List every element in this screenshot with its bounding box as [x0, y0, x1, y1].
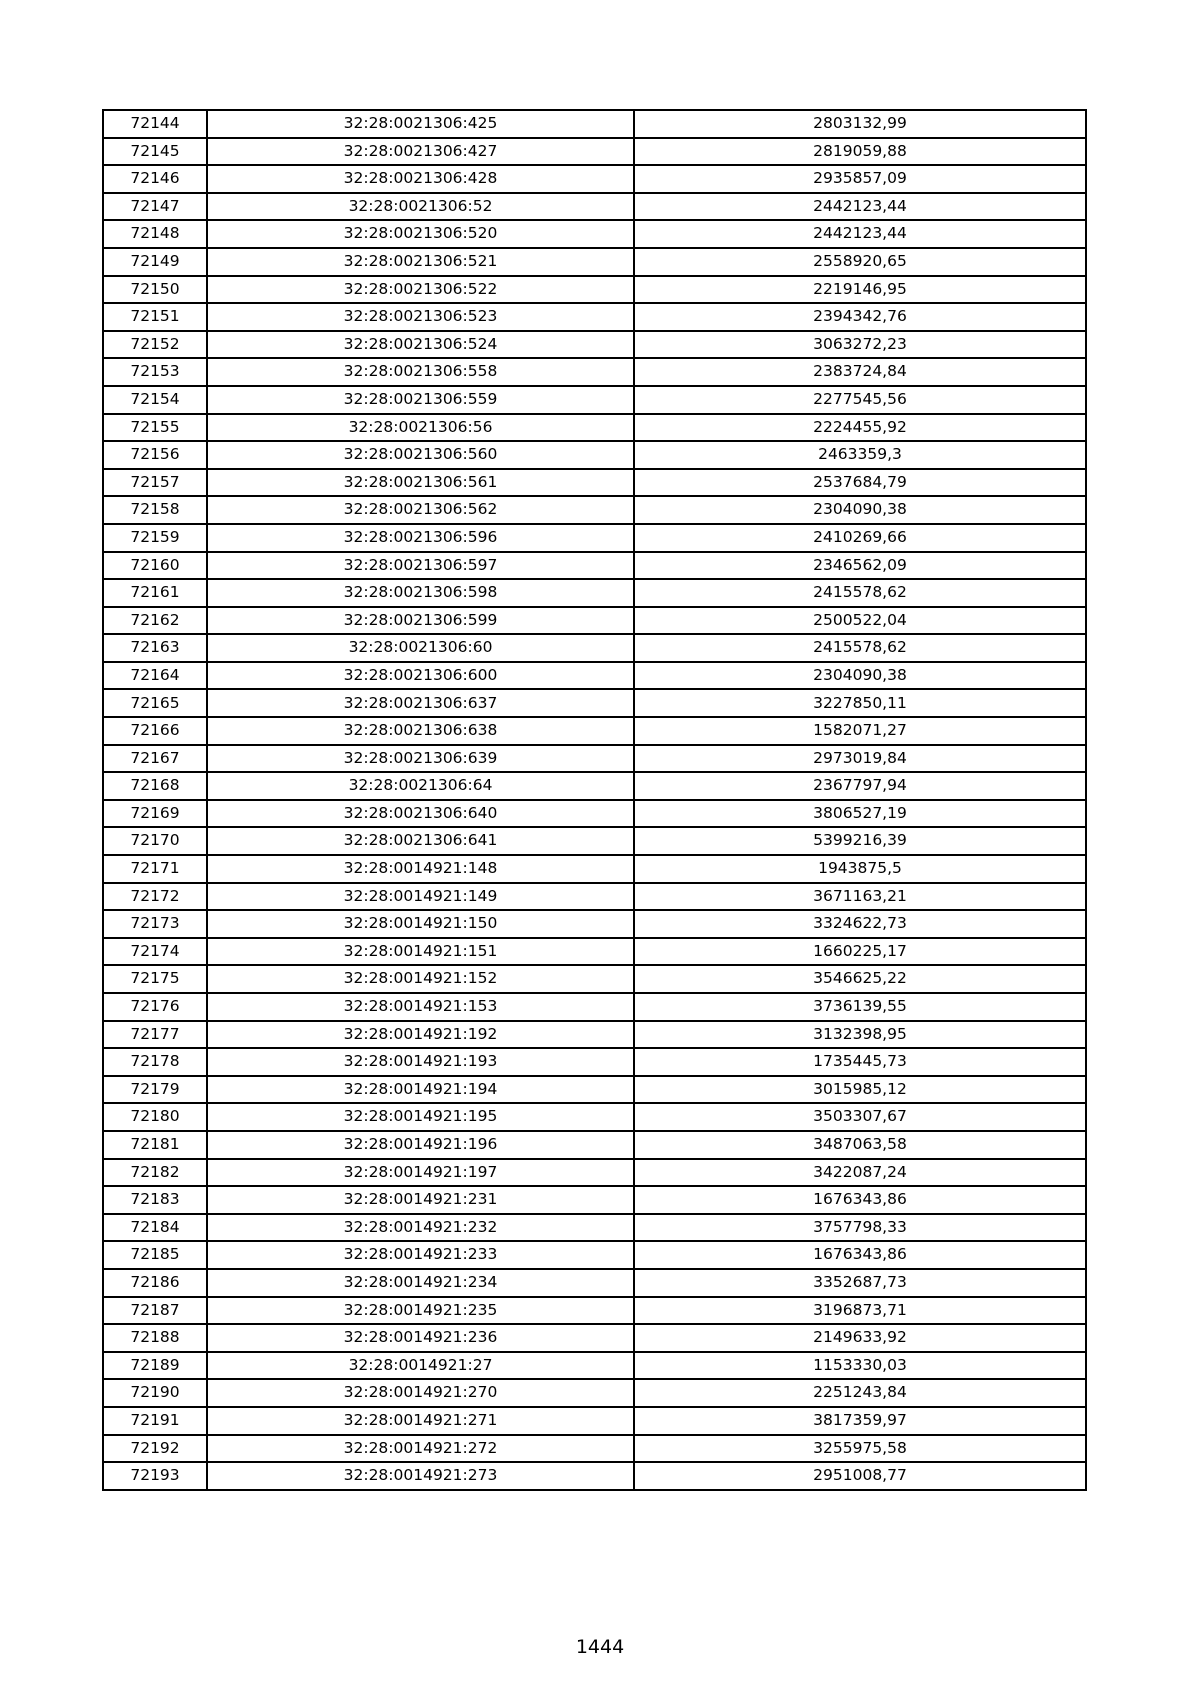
table-row: [103, 110, 1086, 138]
table-row: [103, 441, 1086, 469]
table-row: [103, 1186, 1086, 1214]
table-row: [103, 414, 1086, 442]
row-number-cell: 72149: [103, 248, 207, 276]
cadastral-number-cell: 32:28:0014921:151: [207, 938, 634, 966]
table-row: [103, 993, 1086, 1021]
value-cell: 2394342,76: [634, 303, 1086, 331]
value-cell: 2935857,09: [634, 165, 1086, 193]
row-number-cell: 72153: [103, 358, 207, 386]
value-cell: 3015985,12: [634, 1076, 1086, 1104]
cadastral-number-cell: 32:28:0014921:232: [207, 1214, 634, 1242]
row-number-cell: 72183: [103, 1186, 207, 1214]
table-row: [103, 579, 1086, 607]
cadastral-number-cell: 32:28:0014921:234: [207, 1269, 634, 1297]
cadastral-number-cell: 32:28:0021306:524: [207, 331, 634, 359]
row-number-cell: 72144: [103, 110, 207, 138]
value-cell: 3324622,73: [634, 910, 1086, 938]
row-number-cell: 72161: [103, 579, 207, 607]
cadastral-number-cell: 32:28:0021306:521: [207, 248, 634, 276]
cadastral-number-cell: 32:28:0014921:149: [207, 883, 634, 911]
cadastral-number-cell: 32:28:0021306:559: [207, 386, 634, 414]
value-cell: 2973019,84: [634, 745, 1086, 773]
value-cell: 3503307,67: [634, 1103, 1086, 1131]
row-number-cell: 72155: [103, 414, 207, 442]
table-row: [103, 1435, 1086, 1463]
row-number-cell: 72146: [103, 165, 207, 193]
value-cell: 1676343,86: [634, 1186, 1086, 1214]
table-body: [103, 110, 1086, 1490]
row-number-cell: 72177: [103, 1021, 207, 1049]
table-row: [103, 496, 1086, 524]
value-cell: 3806527,19: [634, 800, 1086, 828]
value-cell: 1943875,5: [634, 855, 1086, 883]
table-row: [103, 138, 1086, 166]
value-cell: 2537684,79: [634, 469, 1086, 497]
table-row: [103, 1076, 1086, 1104]
value-cell: 3063272,23: [634, 331, 1086, 359]
table-row: [103, 689, 1086, 717]
row-number-cell: 72191: [103, 1407, 207, 1435]
value-cell: 2383724,84: [634, 358, 1086, 386]
value-cell: 1582071,27: [634, 717, 1086, 745]
row-number-cell: 72189: [103, 1352, 207, 1380]
table-row: [103, 1352, 1086, 1380]
row-number-cell: 72165: [103, 689, 207, 717]
row-number-cell: 72190: [103, 1379, 207, 1407]
value-cell: 2442123,44: [634, 220, 1086, 248]
value-cell: 2219146,95: [634, 276, 1086, 304]
table-row: [103, 883, 1086, 911]
table-row: [103, 827, 1086, 855]
value-cell: 3196873,71: [634, 1297, 1086, 1325]
row-number-cell: 72152: [103, 331, 207, 359]
cadastral-number-cell: 32:28:0021306:637: [207, 689, 634, 717]
value-cell: 3757798,33: [634, 1214, 1086, 1242]
cadastral-number-cell: 32:28:0014921:27: [207, 1352, 634, 1380]
table-row: [103, 1269, 1086, 1297]
value-cell: 2304090,38: [634, 662, 1086, 690]
row-number-cell: 72181: [103, 1131, 207, 1159]
cadastral-number-cell: 32:28:0014921:270: [207, 1379, 634, 1407]
row-number-cell: 72188: [103, 1324, 207, 1352]
cadastral-number-cell: 32:28:0021306:600: [207, 662, 634, 690]
row-number-cell: 72168: [103, 772, 207, 800]
table-row: [103, 1021, 1086, 1049]
row-number-cell: 72145: [103, 138, 207, 166]
row-number-cell: 72159: [103, 524, 207, 552]
row-number-cell: 72179: [103, 1076, 207, 1104]
cadastral-number-cell: 32:28:0014921:153: [207, 993, 634, 1021]
row-number-cell: 72162: [103, 607, 207, 635]
value-cell: 3736139,55: [634, 993, 1086, 1021]
cadastral-number-cell: 32:28:0021306:638: [207, 717, 634, 745]
row-number-cell: 72163: [103, 634, 207, 662]
cadastral-number-cell: 32:28:0014921:233: [207, 1241, 634, 1269]
cadastral-number-cell: 32:28:0021306:425: [207, 110, 634, 138]
value-cell: 2415578,62: [634, 634, 1086, 662]
row-number-cell: 72151: [103, 303, 207, 331]
cadastral-number-cell: 32:28:0021306:640: [207, 800, 634, 828]
table-row: [103, 1241, 1086, 1269]
value-cell: 2367797,94: [634, 772, 1086, 800]
cadastral-number-cell: 32:28:0021306:523: [207, 303, 634, 331]
value-cell: 2251243,84: [634, 1379, 1086, 1407]
cadastral-number-cell: 32:28:0021306:560: [207, 441, 634, 469]
row-number-cell: 72186: [103, 1269, 207, 1297]
cadastral-number-cell: 32:28:0021306:428: [207, 165, 634, 193]
value-cell: 3817359,97: [634, 1407, 1086, 1435]
table-row: [103, 1407, 1086, 1435]
value-cell: 2558920,65: [634, 248, 1086, 276]
value-cell: 2415578,62: [634, 579, 1086, 607]
table-row: [103, 855, 1086, 883]
cadastral-number-cell: 32:28:0014921:152: [207, 965, 634, 993]
table-row: [103, 248, 1086, 276]
cadastral-number-cell: 32:28:0021306:639: [207, 745, 634, 773]
row-number-cell: 72178: [103, 1048, 207, 1076]
table-row: [103, 193, 1086, 221]
row-number-cell: 72187: [103, 1297, 207, 1325]
table-row: [103, 1048, 1086, 1076]
value-cell: 2500522,04: [634, 607, 1086, 635]
page-number: 1444: [575, 1636, 625, 1658]
cadastral-number-cell: 32:28:0021306:56: [207, 414, 634, 442]
table-row: [103, 358, 1086, 386]
row-number-cell: 72175: [103, 965, 207, 993]
table-row: [103, 1214, 1086, 1242]
table-row: [103, 938, 1086, 966]
cadastral-number-cell: 32:28:0014921:148: [207, 855, 634, 883]
value-cell: 2346562,09: [634, 552, 1086, 580]
table-row: [103, 469, 1086, 497]
cadastral-number-cell: 32:28:0021306:641: [207, 827, 634, 855]
table-row: [103, 634, 1086, 662]
table-row: [103, 800, 1086, 828]
cadastral-number-cell: 32:28:0014921:150: [207, 910, 634, 938]
value-cell: 2463359,3: [634, 441, 1086, 469]
row-number-cell: 72184: [103, 1214, 207, 1242]
cadastral-number-cell: 32:28:0021306:558: [207, 358, 634, 386]
cadastral-number-cell: 32:28:0014921:193: [207, 1048, 634, 1076]
cadastral-number-cell: 32:28:0021306:599: [207, 607, 634, 635]
row-number-cell: 72157: [103, 469, 207, 497]
value-cell: 2149633,92: [634, 1324, 1086, 1352]
table-row: [103, 910, 1086, 938]
table-row: [103, 276, 1086, 304]
cadastral-number-cell: 32:28:0014921:197: [207, 1159, 634, 1187]
row-number-cell: 72172: [103, 883, 207, 911]
table-row: [103, 717, 1086, 745]
row-number-cell: 72169: [103, 800, 207, 828]
cadastral-number-cell: 32:28:0021306:597: [207, 552, 634, 580]
value-cell: 2410269,66: [634, 524, 1086, 552]
cadastral-value-table: [102, 109, 1087, 1491]
table-row: [103, 331, 1086, 359]
value-cell: 3422087,24: [634, 1159, 1086, 1187]
table-row: [103, 165, 1086, 193]
row-number-cell: 72160: [103, 552, 207, 580]
table-row: [103, 1324, 1086, 1352]
table-row: [103, 552, 1086, 580]
table-row: [103, 1103, 1086, 1131]
table-row: [103, 386, 1086, 414]
cadastral-number-cell: 32:28:0014921:231: [207, 1186, 634, 1214]
value-cell: 2951008,77: [634, 1462, 1086, 1490]
cadastral-number-cell: 32:28:0021306:60: [207, 634, 634, 662]
row-number-cell: 72147: [103, 193, 207, 221]
value-cell: 2224455,92: [634, 414, 1086, 442]
cadastral-number-cell: 32:28:0021306:598: [207, 579, 634, 607]
cadastral-number-cell: 32:28:0021306:520: [207, 220, 634, 248]
table-row: [103, 1159, 1086, 1187]
row-number-cell: 72154: [103, 386, 207, 414]
value-cell: 3546625,22: [634, 965, 1086, 993]
value-cell: 2803132,99: [634, 110, 1086, 138]
value-cell: 3227850,11: [634, 689, 1086, 717]
cadastral-number-cell: 32:28:0014921:192: [207, 1021, 634, 1049]
row-number-cell: 72192: [103, 1435, 207, 1463]
value-cell: 3352687,73: [634, 1269, 1086, 1297]
table-row: [103, 1297, 1086, 1325]
table-row: [103, 1131, 1086, 1159]
value-cell: 2819059,88: [634, 138, 1086, 166]
value-cell: 3671163,21: [634, 883, 1086, 911]
cadastral-number-cell: 32:28:0021306:522: [207, 276, 634, 304]
table-row: [103, 1379, 1086, 1407]
cadastral-number-cell: 32:28:0021306:64: [207, 772, 634, 800]
value-cell: 1676343,86: [634, 1241, 1086, 1269]
cadastral-number-cell: 32:28:0021306:52: [207, 193, 634, 221]
row-number-cell: 72171: [103, 855, 207, 883]
row-number-cell: 72182: [103, 1159, 207, 1187]
cadastral-number-cell: 32:28:0014921:236: [207, 1324, 634, 1352]
value-cell: 5399216,39: [634, 827, 1086, 855]
cadastral-number-cell: 32:28:0014921:272: [207, 1435, 634, 1463]
row-number-cell: 72156: [103, 441, 207, 469]
cadastral-number-cell: 32:28:0014921:196: [207, 1131, 634, 1159]
row-number-cell: 72193: [103, 1462, 207, 1490]
cadastral-number-cell: 32:28:0014921:235: [207, 1297, 634, 1325]
cadastral-number-cell: 32:28:0021306:562: [207, 496, 634, 524]
value-cell: 3255975,58: [634, 1435, 1086, 1463]
table-row: [103, 1462, 1086, 1490]
value-cell: 1735445,73: [634, 1048, 1086, 1076]
value-cell: 2304090,38: [634, 496, 1086, 524]
table-row: [103, 220, 1086, 248]
table-row: [103, 662, 1086, 690]
row-number-cell: 72180: [103, 1103, 207, 1131]
row-number-cell: 72170: [103, 827, 207, 855]
cadastral-number-cell: 32:28:0021306:427: [207, 138, 634, 166]
cadastral-number-cell: 32:28:0014921:273: [207, 1462, 634, 1490]
table-row: [103, 772, 1086, 800]
table-row: [103, 607, 1086, 635]
table-row: [103, 965, 1086, 993]
value-cell: 1153330,03: [634, 1352, 1086, 1380]
row-number-cell: 72173: [103, 910, 207, 938]
row-number-cell: 72167: [103, 745, 207, 773]
row-number-cell: 72185: [103, 1241, 207, 1269]
table-row: [103, 524, 1086, 552]
table-row: [103, 745, 1086, 773]
value-cell: 1660225,17: [634, 938, 1086, 966]
value-cell: 2442123,44: [634, 193, 1086, 221]
cadastral-number-cell: 32:28:0021306:561: [207, 469, 634, 497]
cadastral-number-cell: 32:28:0021306:596: [207, 524, 634, 552]
row-number-cell: 72158: [103, 496, 207, 524]
row-number-cell: 72166: [103, 717, 207, 745]
value-cell: 3487063,58: [634, 1131, 1086, 1159]
cadastral-number-cell: 32:28:0014921:194: [207, 1076, 634, 1104]
cadastral-number-cell: 32:28:0014921:271: [207, 1407, 634, 1435]
row-number-cell: 72148: [103, 220, 207, 248]
row-number-cell: 72174: [103, 938, 207, 966]
row-number-cell: 72150: [103, 276, 207, 304]
row-number-cell: 72176: [103, 993, 207, 1021]
row-number-cell: 72164: [103, 662, 207, 690]
value-cell: 2277545,56: [634, 386, 1086, 414]
cadastral-number-cell: 32:28:0014921:195: [207, 1103, 634, 1131]
table-row: [103, 303, 1086, 331]
value-cell: 3132398,95: [634, 1021, 1086, 1049]
